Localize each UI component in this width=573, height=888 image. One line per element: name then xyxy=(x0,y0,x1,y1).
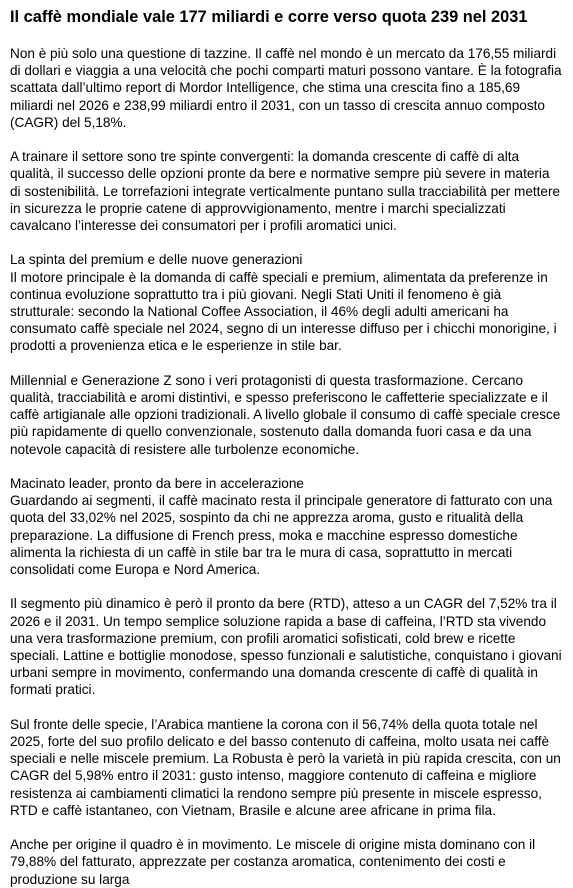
section-heading: La spinta del premium e delle nuove generazioni xyxy=(10,252,303,268)
article-paragraph xyxy=(10,45,563,131)
article-paragraph xyxy=(10,251,563,354)
paragraph-text: Sul fronte delle specie, l’Arabica mantiene la corona con il 56,74% della quota totale nel 2025, forte del suo profilo delicato e del basso contenuto di caffeina, molto usata nei caffè speciali e nelle miscele premium. La Robusta è però la varietà in più rapida crescita, con un CAGR del 5,98% entro il 2031: gusto intenso, maggiore contenuto di caffeina e migliore resistenza ai cambiamenti climatici la rendono sempre più presente in miscele espresso, RTD e caffè istantaneo, con Vietnam, Brasile e alcune aree africane in prima fila. xyxy=(10,716,561,818)
section-heading: Macinato leader, pronto da bere in accelerazione xyxy=(10,476,304,492)
article-paragraph xyxy=(10,372,563,458)
article-paragraph xyxy=(10,716,563,819)
paragraph-text: Anche per origine il quadro è in movimento. Le miscele di origine mista dominano con il 79,88% del fatturato, apprezzate per costanza aromatica, contenimento dei costi e produzione su larga xyxy=(10,837,536,887)
article-paragraph xyxy=(10,595,563,698)
paragraph-text: A trainare il settore sono tre spinte convergenti: la domanda crescente di caffè di alta qualità, il successo delle opzioni pronte da bere e normative sempre più severe in materia di sostenibilità. Le torrefazioni integrate verticalmente puntano sulla tracciabilità per mettere in sicurezza le proprie catene di approvvigionamento, mentre i marchi specializzati cavalcano l’interesse dei consumatori per i profili aromatici unici. xyxy=(10,149,561,234)
article-paragraph xyxy=(10,475,563,578)
paragraph-text: Millennial e Generazione Z sono i veri protagonisti di questa trasformazione. Cercano qualità, tracciabilità e aromi distintivi, e spesso preferiscono le caffetterie specializzate e il caffè artigianale alle opzioni tradizionali. A livello globale il consumo di caffè speciale cresce più rapidamente di quello convenzionale, sostenuto dalla domanda fuori casa e da una notevole capacità di resistere alle turbolenze economiche. xyxy=(10,372,561,457)
article-paragraph xyxy=(10,148,563,234)
paragraph-text: Guardando ai segmenti, il caffè macinato resta il principale generatore di fatturato con una quota del 33,02% nel 2025, sospinto da chi ne apprezza aroma, gusto e ritualità della preparazione. La diffusione di French press, moka e macchine espresso domestiche alimenta la richiesta di un caffè in stile bar tra le mura di casa, soprattutto in mercati consolidati come Europa e Nord America. xyxy=(10,493,553,578)
article-paragraph xyxy=(10,836,563,888)
paragraph-text: Il segmento più dinamico è però il pronto da bere (RTD), atteso a un CAGR del 7,52% tra il 2026 e il 2031. Un tempo semplice soluzione rapida a base di caffeina, l’RTD sta vivendo una vera trasformazione premium, con profili aromatici sofisticati, cold brew e ricette speciali. Lattine e bottiglie monodose, spesso funzionali e salutistiche, conquistano i giovani urbani sempre in movimento, confermando una domanda crescente di caffè di qualità in formati pratici. xyxy=(10,596,562,698)
paragraph-text: Il motore principale è la domanda di caffè speciali e premium, alimentata da preferenze in continua evoluzione soprattutto tra i più giovani. Negli Stati Uniti il fenomeno è già strutturale: secondo la National Coffee Association, il 46% degli adulti americani ha consumato caffè speciale nel 2024, segno di un interesse diffuso per i chicchi monorigine, i prodotti a provenienza etica e le esperienze in stile bar. xyxy=(10,269,557,354)
article-title: Il caffè mondiale vale 177 miliardi e corre verso quota 239 nel 2031 xyxy=(10,8,528,26)
paragraph-text: Non è più solo una questione di tazzine. Il caffè nel mondo è un mercato da 176,55 miliardi di dollari e viaggia a una velocità che pochi comparti maturi possono vantare. È la fotografia scattata dall’ultimo report di Mordor Intelligence, che stima una crescita fino a 185,69 miliardi nel 2026 e 238,99 miliardi entro il 2031, con un tasso di crescita annuo composto (CAGR) del 5,18%. xyxy=(10,46,562,130)
